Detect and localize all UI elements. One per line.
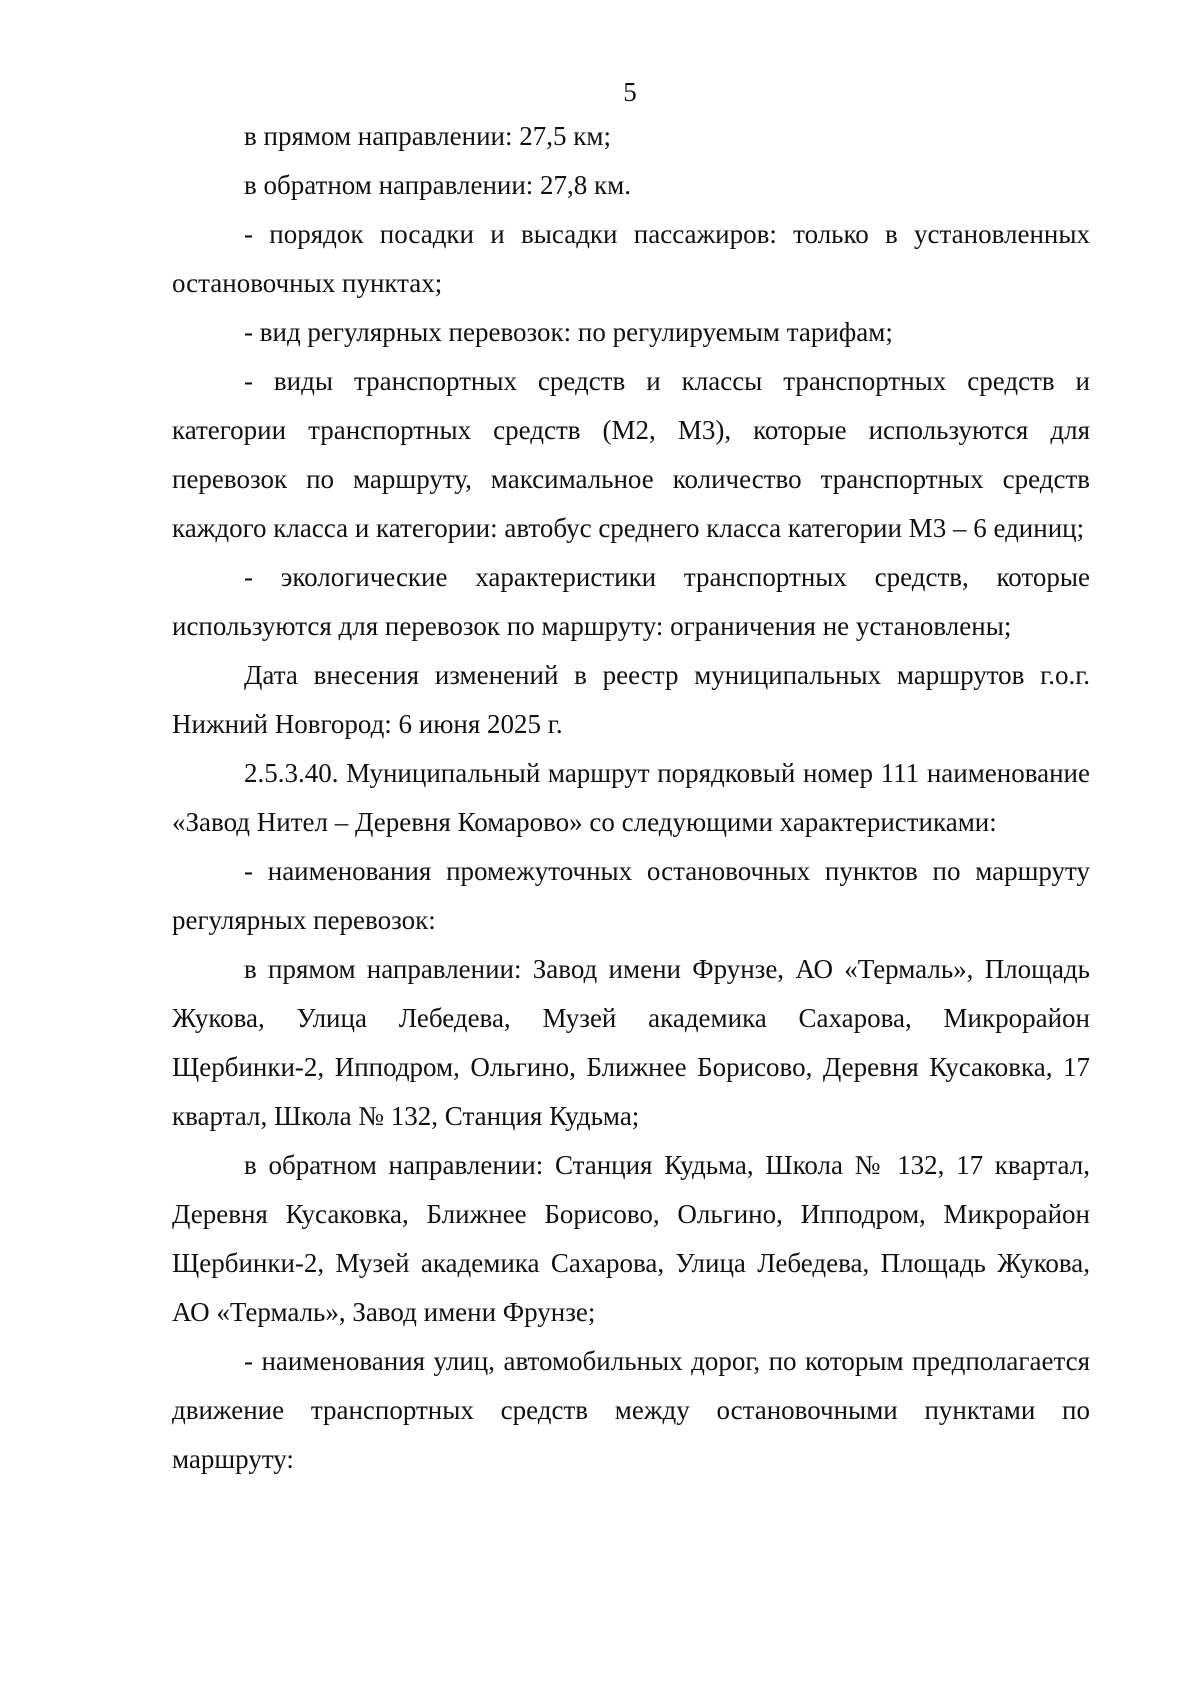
page-number: 5	[623, 77, 637, 107]
paragraph-return-distance: в обратном направлении: 27,8 км.	[244, 170, 632, 200]
paragraph-ecological: - экологические характеристики транспортных средств, которые используются для перевозок по маршруту: ограничения не установлены;	[172, 562, 1090, 641]
paragraph-intermediate-stops: - наименования промежуточных остановочных пунктов по маршруту регулярных перевозок:	[172, 856, 1090, 935]
paragraph-return-stops: в обратном направлении: Станция Кудьма, Школа № 132, 17 квартал, Деревня Кусаковка, Ближнее Борисово, Ольгино, Ипподром, Микрорайон Щербинки-2, Музей академика Сахарова, Улица Лебедева, Площадь Жукова, АО «Термаль», Завод имени Фрунзе;	[172, 1150, 1090, 1327]
paragraph-streets: - наименования улиц, автомобильных дорог, по которым предполагается движение транспортных средств между остановочными пунктами по маршруту:	[172, 1346, 1090, 1474]
paragraph-boarding-order: - порядок посадки и высадки пассажиров: только в установленных остановочных пунктах;	[172, 219, 1090, 298]
paragraph-transport-type: - вид регулярных перевозок: по регулируемым тарифам;	[244, 317, 893, 347]
document-body	[172, 112, 1090, 1484]
paragraph-vehicle-classes: - виды транспортных средств и классы транспортных средств и категории транспортных средств (M2, M3), которые используются для перевозок по маршруту, максимальное количество транспортных средств каждого класса и категории: автобус среднего класса категории М3 – 6 единиц;	[172, 366, 1090, 543]
paragraph-forward-distance: в прямом направлении: 27,5 км;	[244, 121, 611, 151]
paragraph-route-111: 2.5.3.40. Муниципальный маршрут порядковый номер 111 наименование «Завод Нител – Деревня Комарово» со следующими характеристиками:	[172, 758, 1090, 837]
paragraph-forward-stops: в прямом направлении: Завод имени Фрунзе, АО «Термаль», Площадь Жукова, Улица Лебедева, Музей академика Сахарова, Микрорайон Щербинки-2, Ипподром, Ольгино, Ближнее Борисово, Деревня Кусаковка, 17 квартал, Школа № 132, Станция Кудьма;	[172, 954, 1090, 1131]
paragraph-registry-date: Дата внесения изменений в реестр муниципальных маршрутов г.о.г. Нижний Новгород: 6 июня 2025 г.	[172, 660, 1090, 739]
